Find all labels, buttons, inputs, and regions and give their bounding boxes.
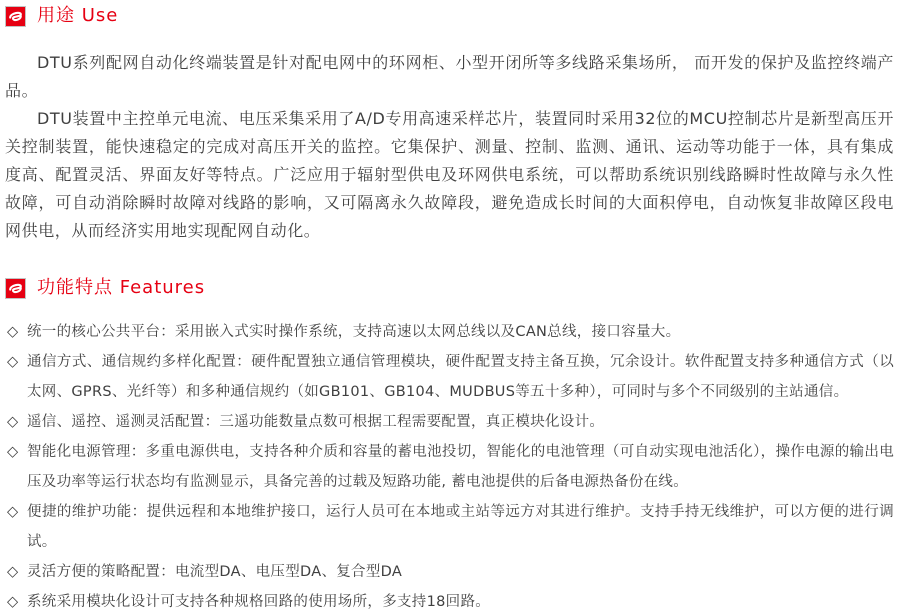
feature-item-text: 统一的核心公共平台：采用嵌入式实时操作系统，支持高速以太网总线以及CAN总线，接口容量大。 bbox=[27, 324, 681, 340]
feature-item bbox=[6, 497, 894, 557]
diamond-bullet-icon: ◇ bbox=[7, 444, 19, 460]
feature-item bbox=[6, 587, 894, 609]
section-features-title: 功能特点 Features bbox=[37, 277, 206, 298]
diamond-bullet-icon: ◇ bbox=[7, 504, 19, 520]
feature-item-text: 智能化电源管理：多重电源供电，支持各种介质和容量的蓄电池投切，智能化的电池管理（可自动实现电池活化），操作电源的输出电压及功率等运行状态均有监测显示，具备完善的过载及短路功能, 蓄电池提供的后备电源热备份在线。 bbox=[27, 444, 894, 490]
feature-item bbox=[6, 317, 894, 347]
use-paragraph-2: DTU装置中主控单元电流、电压采集采用了A/D专用高速采样芯片，装置同时采用32位的MCU控制芯片是新型高压开关控制装置，能快速稳定的完成对高压开关的监控。它集保护、测量、控制、监测、通讯、运动等功能于一体，具有集成度高、配置灵活、界面友好等特点。广泛应用于辐射型供电及环网供电系统，可以帮助系统识别线路瞬时性故障与永久性故障，可自动消除瞬时故障对线路的影响，又可隔离永久故障段，避免造成长时间的大面积停电，自动恢复非故障区段电网供电，从而经济实用地实现配网自动化。 bbox=[5, 109, 894, 240]
use-paragraph-1: DTU系列配网自动化终端装置是针对配电网中的环网柜、小型开闭所等多线路采集场所， 而开发的保护及监控终端产品。 bbox=[5, 53, 894, 100]
feature-item bbox=[6, 557, 894, 587]
section-use-header bbox=[5, 4, 896, 28]
feature-item bbox=[6, 407, 894, 437]
section-features bbox=[4, 276, 896, 609]
feature-item-text: 便捷的维护功能：提供远程和本地维护接口，运行人员可在本地或主站等远方对其进行维护。支持手持无线维护，可以方便的进行调试。 bbox=[27, 504, 894, 550]
diamond-bullet-icon: ◇ bbox=[7, 564, 19, 580]
section-use bbox=[4, 4, 896, 245]
feature-list bbox=[4, 317, 896, 609]
feature-item bbox=[6, 347, 894, 407]
feature-item-text: 遥信、遥控、遥测灵活配置：三遥功能数量点数可根据工程需要配置，真正模块化设计。 bbox=[27, 414, 605, 430]
section-use-title: 用途 Use bbox=[37, 5, 119, 26]
diamond-bullet-icon: ◇ bbox=[7, 354, 19, 370]
diamond-bullet-icon: ◇ bbox=[7, 594, 19, 609]
feature-item-text: 系统采用模块化设计可支持各种规格回路的使用场所，多支持18回路。 bbox=[27, 594, 491, 609]
feature-item bbox=[6, 437, 894, 497]
feature-item-text: 通信方式、通信规约多样化配置：硬件配置独立通信管理模块，硬件配置支持主备互换，冗余设计。软件配置支持多种通信方式（以太网、GPRS、光纤等）和多种通信规约（如GB101、GB104、MUDBUS等五十多种），可同时与多个不同级别的主站通信。 bbox=[27, 354, 894, 400]
section-features-header bbox=[5, 276, 896, 300]
brand-swoosh-icon bbox=[5, 6, 26, 27]
feature-item-text: 灵活方便的策略配置：电流型DA、电压型DA、复合型DA bbox=[27, 564, 403, 580]
diamond-bullet-icon: ◇ bbox=[7, 414, 19, 430]
diamond-bullet-icon: ◇ bbox=[7, 324, 19, 340]
brand-swoosh-icon bbox=[5, 278, 26, 299]
